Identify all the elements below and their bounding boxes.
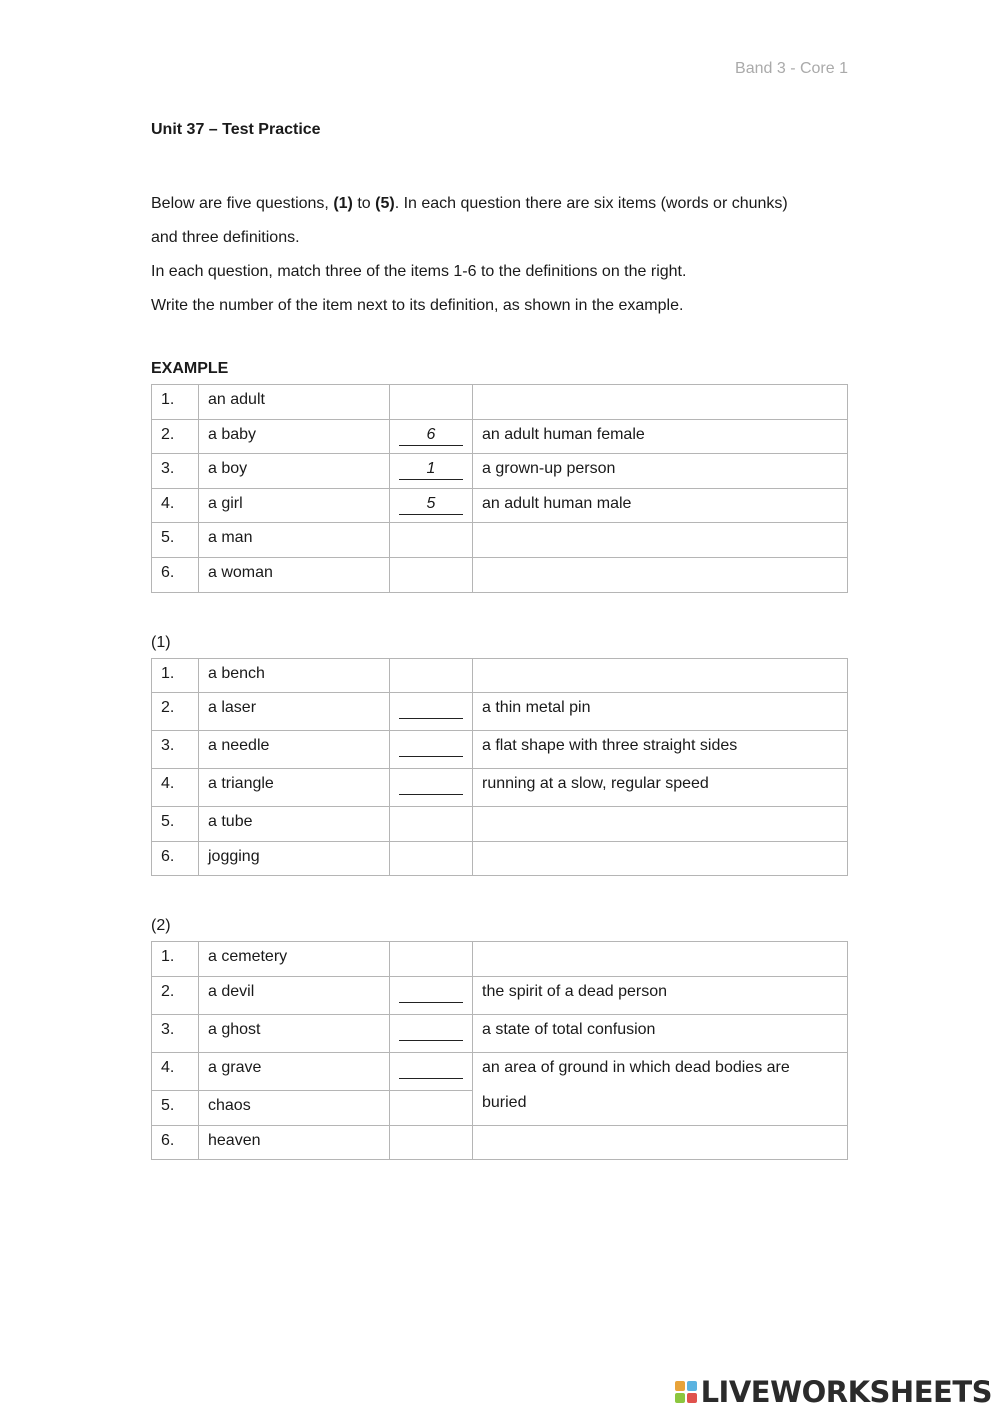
- item-number: 2.: [152, 976, 199, 1014]
- item-text: a tube: [199, 807, 390, 842]
- answer-cell: [390, 557, 473, 592]
- answer-blank[interactable]: [399, 1058, 463, 1079]
- item-number: 3.: [152, 454, 199, 489]
- question-1-table: [151, 658, 848, 877]
- instructions-line-2: and three definitions.: [151, 229, 300, 246]
- table-row: [152, 841, 848, 876]
- table-row: [152, 454, 848, 489]
- item-number: 3.: [152, 1014, 199, 1052]
- definition-text: [473, 1052, 848, 1125]
- instructions-line-4: Write the number of the item next to its definition, as shown in the example.: [151, 297, 684, 314]
- table-row: [152, 658, 848, 693]
- definition-text: [473, 807, 848, 842]
- example-table: [151, 384, 848, 593]
- item-text: a grave: [199, 1052, 390, 1090]
- answer-cell: [390, 1052, 473, 1090]
- instructions-line-3: In each question, match three of the items 1-6 to the definitions on the right.: [151, 263, 687, 280]
- definition-text: [473, 942, 848, 977]
- item-number: 1.: [152, 942, 199, 977]
- item-number: 5.: [152, 1090, 199, 1125]
- table-row: [152, 693, 848, 731]
- item-text: a ghost: [199, 1014, 390, 1052]
- table-row: [152, 1125, 848, 1160]
- answer-cell: [390, 841, 473, 876]
- item-text: a bench: [199, 658, 390, 693]
- logo-icon: [675, 1381, 697, 1403]
- definition-text: [473, 385, 848, 420]
- table-row: [152, 523, 848, 558]
- item-number: 6.: [152, 557, 199, 592]
- question-1-label: (1): [151, 633, 171, 651]
- definition-text: an adult human male: [473, 488, 848, 523]
- definition-line: buried: [482, 1093, 527, 1111]
- answer-cell: [390, 731, 473, 769]
- item-number: 5.: [152, 807, 199, 842]
- item-number: 4.: [152, 1052, 199, 1090]
- item-number: 1.: [152, 385, 199, 420]
- table-row: [152, 1014, 848, 1052]
- answer-blank[interactable]: [399, 982, 463, 1003]
- item-text: a boy: [199, 454, 390, 489]
- table-row: [152, 731, 848, 769]
- item-number: 2.: [152, 693, 199, 731]
- answer-blank[interactable]: [399, 1020, 463, 1041]
- item-number: 6.: [152, 1125, 199, 1160]
- definition-text: an adult human female: [473, 419, 848, 454]
- item-text: a triangle: [199, 769, 390, 807]
- unit-title: Unit 37 – Test Practice: [151, 121, 321, 138]
- answer-cell: [390, 807, 473, 842]
- definition-text: a state of total confusion: [473, 1014, 848, 1052]
- table-row: [152, 488, 848, 523]
- definition-text: [473, 658, 848, 693]
- item-text: an adult: [199, 385, 390, 420]
- question-2-label: (2): [151, 917, 171, 935]
- answer-blank[interactable]: [399, 774, 463, 795]
- definition-text: a grown-up person: [473, 454, 848, 489]
- example-answer: 1: [399, 459, 463, 480]
- table-row: [152, 769, 848, 807]
- item-number: 2.: [152, 419, 199, 454]
- answer-blank[interactable]: [399, 736, 463, 757]
- definition-text: a flat shape with three straight sides: [473, 731, 848, 769]
- item-text: a devil: [199, 976, 390, 1014]
- item-number: 4.: [152, 488, 199, 523]
- example-answer: 5: [399, 494, 463, 515]
- definition-text: running at a slow, regular speed: [473, 769, 848, 807]
- item-number: 1.: [152, 658, 199, 693]
- answer-cell: [390, 1090, 473, 1125]
- definition-line: an area of ground in which dead bodies are: [482, 1058, 790, 1076]
- answer-cell: [390, 693, 473, 731]
- definition-text: [473, 1125, 848, 1160]
- instructions: [151, 187, 848, 323]
- definition-text: [473, 557, 848, 592]
- table-row: [152, 942, 848, 977]
- table-row: [152, 976, 848, 1014]
- answer-cell: [390, 523, 473, 558]
- table-row: [152, 419, 848, 454]
- answer-blank[interactable]: [399, 698, 463, 719]
- answer-cell: [390, 942, 473, 977]
- table-row: [152, 807, 848, 842]
- answer-cell: [390, 454, 473, 489]
- example-answer: 6: [399, 425, 463, 446]
- table-row: [152, 557, 848, 592]
- item-text: a girl: [199, 488, 390, 523]
- answer-cell: [390, 658, 473, 693]
- item-text: a baby: [199, 419, 390, 454]
- item-text: chaos: [199, 1090, 390, 1125]
- item-number: 3.: [152, 731, 199, 769]
- answer-cell: [390, 1125, 473, 1160]
- answer-cell: [390, 488, 473, 523]
- answer-cell: [390, 1014, 473, 1052]
- definition-text: the spirit of a dead person: [473, 976, 848, 1014]
- item-text: a cemetery: [199, 942, 390, 977]
- item-text: a man: [199, 523, 390, 558]
- definition-text: [473, 841, 848, 876]
- answer-cell: [390, 769, 473, 807]
- answer-cell: [390, 419, 473, 454]
- item-text: jogging: [199, 841, 390, 876]
- worksheet-content: [151, 118, 848, 1160]
- item-text: heaven: [199, 1125, 390, 1160]
- definition-text: [473, 523, 848, 558]
- question-2-table: [151, 941, 848, 1160]
- item-number: 4.: [152, 769, 199, 807]
- logo-text: LIVEWORKSHEETS: [700, 1375, 992, 1409]
- example-label: EXAMPLE: [151, 360, 229, 377]
- answer-cell: [390, 385, 473, 420]
- liveworksheets-logo: [675, 1375, 992, 1409]
- item-text: a needle: [199, 731, 390, 769]
- item-number: 6.: [152, 841, 199, 876]
- item-text: a woman: [199, 557, 390, 592]
- answer-cell: [390, 976, 473, 1014]
- item-number: 5.: [152, 523, 199, 558]
- instructions-line-1: Below are five questions, (1) to (5). In each question there are six items (words or chunks): [151, 195, 788, 212]
- table-row: [152, 385, 848, 420]
- table-row: [152, 1052, 848, 1090]
- definition-text: a thin metal pin: [473, 693, 848, 731]
- band-label: Band 3 - Core 1: [735, 60, 848, 77]
- item-text: a laser: [199, 693, 390, 731]
